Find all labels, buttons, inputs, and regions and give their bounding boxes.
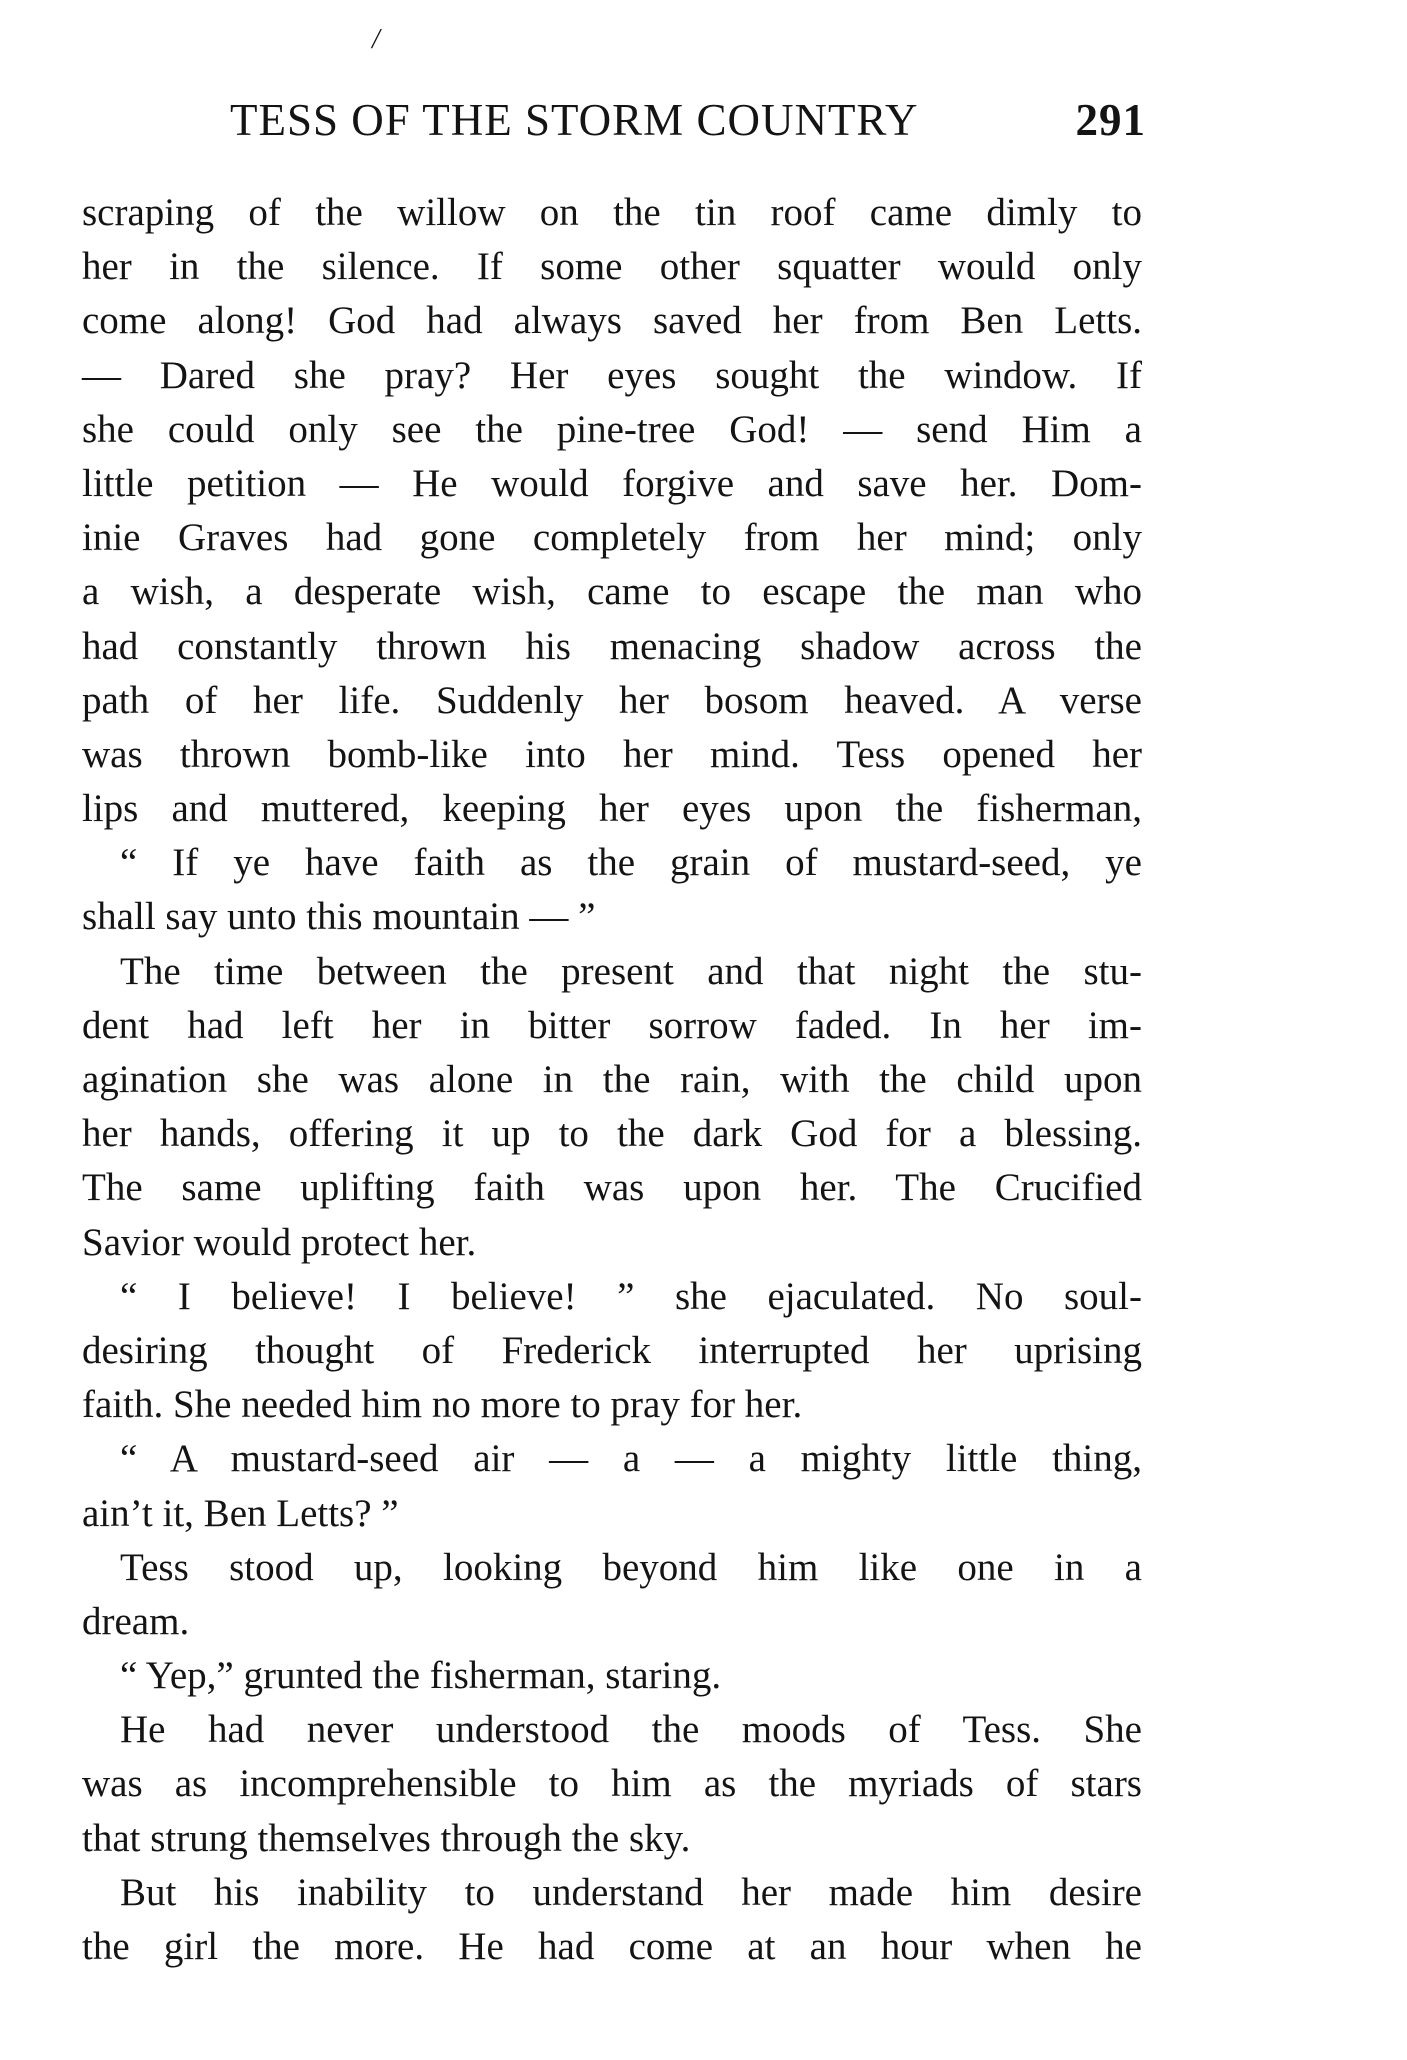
text-line: her in the silence. If some other squatter would only (82, 245, 1142, 289)
stray-pen-mark: / (372, 24, 380, 55)
body-text (82, 186, 1142, 1974)
text-line: ain’t it, Ben Letts? ” (82, 1491, 399, 1535)
text-line: little petition — He would forgive and save her. Dom- (82, 461, 1142, 505)
text-line: “ If ye have faith as the grain of mustard-seed, ye (120, 841, 1142, 885)
text-line: agination she was alone in the rain, with the child upon (82, 1058, 1142, 1101)
text-line: faith. She needed him no more to pray for her. (82, 1383, 803, 1427)
text-line: that strung themselves through the sky. (82, 1816, 691, 1860)
text-line: “ Yep,” grunted the fisherman, staring. (120, 1654, 722, 1698)
running-title: TESS OF THE STORM COUNTRY (230, 95, 919, 145)
text-line: dream. (82, 1599, 190, 1643)
text-line: shall say unto this mountain — ” (82, 895, 596, 939)
text-line: “ A mustard-seed air — a — a mighty little thing, (120, 1437, 1142, 1481)
text-line: He had never understood the moods of Tess. She (120, 1708, 1142, 1752)
text-line: “ I believe! I believe! ” she ejaculated. No soul- (120, 1274, 1142, 1318)
text-line: had constantly thrown his menacing shadow across the (82, 624, 1142, 668)
text-line: desiring thought of Frederick interrupted her uprising (82, 1328, 1142, 1372)
text-line: path of her life. Suddenly her bosom heaved. A verse (82, 678, 1142, 722)
text-line: Tess stood up, looking beyond him like one in a (120, 1545, 1142, 1589)
text-line: was as incomprehensible to him as the myriads of stars (82, 1762, 1142, 1806)
text-line: come along! God had always saved her from Ben Letts. (82, 299, 1142, 343)
page-number: 291 (1075, 95, 1146, 145)
text-line: — Dared she pray? Her eyes sought the window. If (82, 353, 1142, 397)
text-line: lips and muttered, keeping her eyes upon the fisherman, (82, 787, 1142, 831)
running-header (230, 94, 1146, 154)
text-line: dent had left her in bitter sorrow faded. In her im- (82, 1003, 1142, 1047)
text-line: inie Graves had gone completely from her mind; only (82, 516, 1142, 560)
text-line: The same uplifting faith was upon her. The Crucified (82, 1166, 1142, 1210)
text-line: a wish, a desperate wish, came to escape the man who (82, 570, 1142, 614)
text-line: But his inability to understand her made him desire (120, 1870, 1142, 1914)
text-line: the girl the more. He had come at an hour when he (82, 1925, 1142, 1968)
text-line: was thrown bomb-like into her mind. Tess opened her (82, 732, 1142, 776)
text-line: she could only see the pine-tree God! — send Him a (82, 407, 1142, 451)
text-line: scraping of the willow on the tin roof came dimly to (82, 191, 1142, 234)
text-line: her hands, offering it up to the dark God for a blessing. (82, 1112, 1142, 1156)
text-line: The time between the present and that night the stu- (120, 949, 1142, 993)
text-line: Savior would protect her. (82, 1220, 477, 1264)
